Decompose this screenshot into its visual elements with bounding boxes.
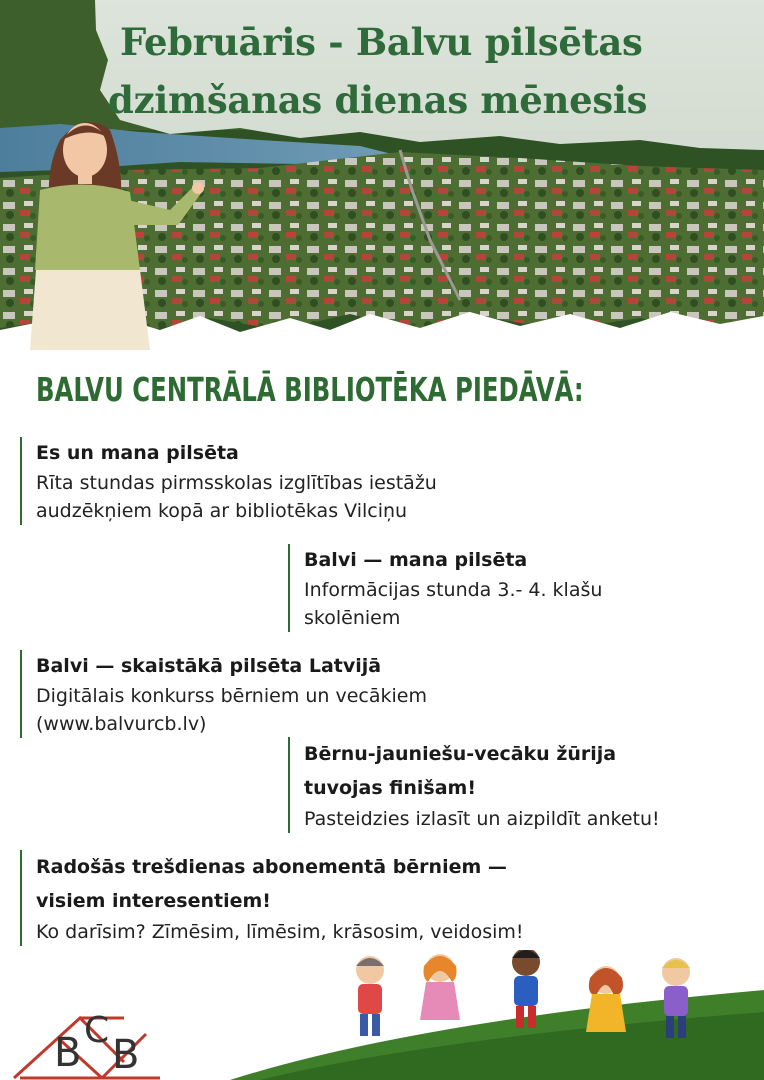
title-line-1: Februāris - Balvu pilsētas bbox=[120, 20, 643, 64]
event-text-line: audzēkņiem kopā ar bibliotēkas Vilciņu bbox=[36, 500, 408, 522]
footer-illustration bbox=[0, 950, 764, 1080]
event-block-4 bbox=[288, 737, 764, 833]
event-text-line: Rīta stundas pirmsskolas izglītības iestāžu bbox=[36, 472, 437, 494]
event-block-1 bbox=[20, 437, 596, 525]
section-heading: BALVU CENTRĀLĀ BIBLIOTĒKA PIEDĀVĀ: bbox=[36, 370, 584, 409]
event-text-line: Digitālais konkurss bērniem un vecākiem bbox=[36, 685, 427, 707]
event-block-2 bbox=[288, 544, 724, 632]
bcb-logo bbox=[14, 1010, 160, 1078]
logo-letter: B bbox=[112, 1032, 140, 1078]
event-title: visiem interesentiem! bbox=[36, 890, 271, 912]
logo-letter: B bbox=[54, 1030, 82, 1076]
event-title: tuvojas finišam! bbox=[304, 777, 477, 799]
event-title: Es un mana pilsēta bbox=[36, 442, 239, 464]
event-block-3 bbox=[20, 650, 596, 738]
title-line-2: dzimšanas dienas mēnesis bbox=[108, 78, 648, 122]
event-text-line: Informācijas stunda 3.- 4. klašu bbox=[304, 579, 603, 601]
event-text-line: (www.balvurcb.lv) bbox=[36, 713, 207, 735]
logo-letter: C bbox=[84, 1010, 110, 1051]
event-title: Balvi — mana pilsēta bbox=[304, 549, 528, 571]
event-block-5 bbox=[20, 850, 736, 946]
event-title: Radošās trešdienas abonementā bērniem — bbox=[36, 856, 507, 878]
event-text-line: Ko darīsim? Zīmēsim, līmēsim, krāsosim, veidosim! bbox=[36, 921, 524, 943]
event-text-line: Pasteidzies izlasīt un aizpildīt anketu! bbox=[304, 808, 660, 830]
event-title: Bērnu-jauniešu-vecāku žūrija bbox=[304, 743, 617, 765]
event-text-line: skolēniem bbox=[304, 607, 401, 629]
event-title: Balvi — skaistākā pilsēta Latvijā bbox=[36, 655, 382, 677]
